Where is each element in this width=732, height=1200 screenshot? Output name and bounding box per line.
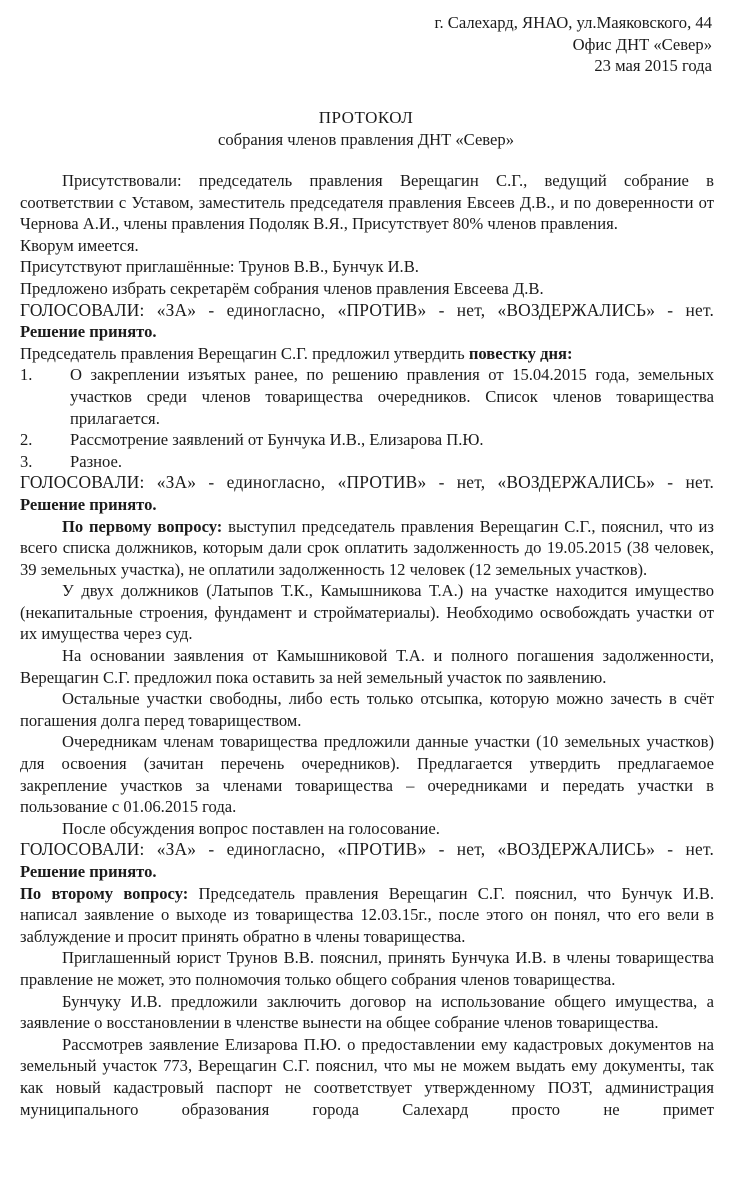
document-body (20, 170, 714, 1120)
decision-line-2: Решение принято. (20, 494, 157, 514)
decision-line-1: Решение принято. (20, 322, 157, 342)
waitlist-paragraph: Очередникам членам товарищества предложили данные участки (10 земельных участков) для освоения (зачитан перечень очередников). Предлагается утвердить предлагаемое закрепление участков за членами товарищества – очередниками и передать участки в пользование с 01.06.2015 года. (20, 732, 714, 817)
invited-line: Присутствуют приглашённые: Трунов В.В., Бунчук И.В. (20, 257, 419, 277)
agenda-item (20, 429, 714, 451)
agenda-item (20, 451, 714, 473)
agenda-item (20, 364, 714, 429)
agenda-label: повестку дня: (468, 343, 573, 363)
first-question-label: По первому вопросу: (62, 516, 223, 536)
document-header (435, 12, 712, 77)
first-question-text: выступил председатель правления Верещагин С.Г., пояснил, что из всего списка должников, которым дали срок оплатить задолженность до 19.05.2015 (38 человек, 39 земельных участка), не оплатили задолженность 12 человек (12 земельных участков). (20, 516, 714, 579)
elizarov-paragraph: Рассмотрев заявление Елизарова П.Ю. о предоставлении ему кадастровых документов на земельный участок 773, Верещагин С.Г. пояснил, что мы не можем выдать ему документы, так как новый кадастровый паспорт не соответствует утвержденному ПОЗТ, администрация муниципального образования города Салехард просто не примет (20, 1034, 714, 1119)
address-line: г. Салехард, ЯНАО, ул.Маяковского, 44 (434, 13, 712, 32)
second-question-label: По второму вопросу: (20, 883, 189, 903)
agenda-item-text: Разное. (70, 451, 123, 471)
secretary-line: Предложено избрать секретарём собрания членов правления Евсеева Д.В. (20, 278, 544, 298)
second-question-text: Председатель правления Верещагин С.Г. пояснил, что Бунчук И.В. написал заявление о выходе из товарищества 12.03.15г., после этого он понял, что его вели в заблуждение и просит принять обратно в члены товарищества. (20, 883, 714, 946)
second-question-paragraph (20, 883, 714, 948)
agenda-item-number: 2. (20, 430, 33, 450)
vote-line-3: ГОЛОСОВАЛИ: «ЗА» - единогласно, «ПРОТИВ» - нет, «ВОЗДЕРЖАЛИСЬ» - нет. (20, 839, 714, 860)
decision-line-3: Решение принято. (20, 862, 157, 881)
office-line: Офис ДНТ «Север» (572, 34, 712, 54)
discussion-line: После обсуждения вопрос поставлен на голосование. (62, 818, 440, 838)
kamyshnikova-paragraph: На основании заявления от Камышниковой Т.А. и полного погашения задолженности, Верещагин С.Г. предложил пока оставить за ней земельный участок по заявлению. (20, 646, 714, 687)
quorum-line: Кворум имеется. (20, 235, 139, 255)
agenda-intro-text: Председатель правления Верещагин С.Г. предложил утвердить (20, 343, 469, 363)
agenda-intro (20, 343, 714, 365)
debtors-paragraph: У двух должников (Латыпов Т.К., Камышникова Т.А.) на участке находится имущество (некапитальные строения, фундамент и стройматериалы). Необходимо освобождать участки от их имущества через суд. (20, 581, 714, 644)
lawyer-paragraph: Приглашенный юрист Трунов В.В. пояснил, принять Бунчука И.В. в члены товарищества правление не может, это полномочия только общего собрания членов товарищества. (20, 948, 714, 989)
document-subtitle: собрания членов правления ДНТ «Север» (217, 130, 515, 149)
vote-line-2: ГОЛОСОВАЛИ: «ЗА» - единогласно, «ПРОТИВ» - нет, «ВОЗДЕРЖАЛИСЬ» - нет. (20, 472, 714, 493)
date-line: 23 мая 2015 года (594, 56, 712, 75)
agenda-item-number: 3. (20, 451, 33, 471)
bunchuk-paragraph: Бунчуку И.В. предложили заключить договор на использование общего имущества, а заявление о восстановлении в членстве вынести на общее собрание членов товарищества. (20, 991, 714, 1033)
agenda-item-text: Рассмотрение заявлений от Бунчука И.В., Елизарова П.Ю. (70, 430, 484, 450)
vote-line-1: ГОЛОСОВАЛИ: «ЗА» - единогласно, «ПРОТИВ» - нет, «ВОЗДЕРЖАЛИСЬ» - нет. (20, 299, 714, 320)
agenda-item-number: 1. (20, 365, 33, 385)
first-question-paragraph (20, 516, 714, 581)
attendance-paragraph: Присутствовали: председатель правления Верещагин С.Г., ведущий собрание в соответствии с Уставом, заместитель председателя правления Евсеев Д.В., и по доверенности от Чернова А.И., члены правления Подоляк В.Я., Присутствует 80% членов правления. (20, 171, 714, 234)
agenda-item-text: О закреплении изъятых ранее, по решению правления от 15.04.2015 года, земельных участков среди членов товарищества очередников. Список членов товарищества прилагается. (70, 365, 714, 428)
document-title: ПРОТОКОЛ (318, 108, 414, 127)
free-plots-paragraph: Остальные участки свободны, либо есть только отсыпка, которую можно зачесть в счёт погашения долга перед товариществом. (20, 689, 714, 730)
